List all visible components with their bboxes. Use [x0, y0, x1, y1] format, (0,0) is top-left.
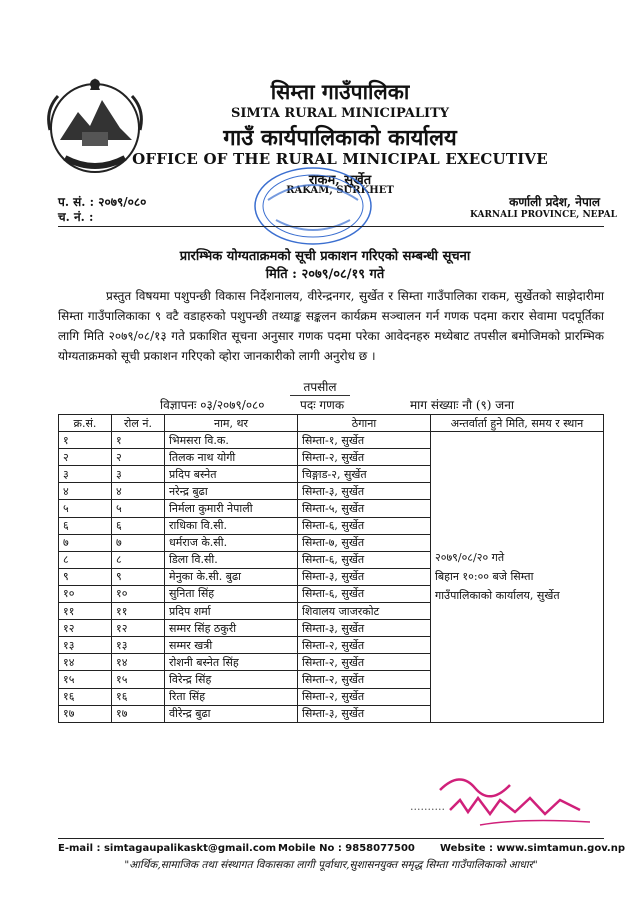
- cell-address: सिम्ता-३, सुर्खेत: [298, 483, 431, 500]
- cell-roll: ११: [112, 603, 165, 620]
- municipality-name-english: SIMTA RURAL MINICIPALITY: [230, 106, 450, 121]
- cell-address: शिवालय जाजरकोट: [298, 603, 431, 620]
- cell-name: प्रदिप शर्मा: [165, 603, 298, 620]
- province-nepali: कर्णाली प्रदेश, नेपाल: [509, 195, 600, 209]
- signature-dots: ..........: [410, 800, 445, 813]
- interview-line: २०७९/०८/२० गते: [435, 551, 505, 565]
- cell-name: भिमसरा वि.क.: [165, 432, 298, 449]
- cell-name: सुनिता सिंह: [165, 585, 298, 602]
- cell-roll: २: [112, 449, 165, 466]
- cell-sn: १०: [59, 585, 112, 602]
- interview-line: बिहान १०:०० बजे सिम्ता: [435, 570, 534, 584]
- footer-email: E-mail : simtagaupalikaskt@gmail.com: [58, 843, 277, 854]
- office-name-english: OFFICE OF THE RURAL MINICIPAL EXECUTIVE: [132, 150, 548, 168]
- cell-address: सिम्ता-६, सुर्खेत: [298, 585, 431, 602]
- cell-address: सिम्ता-३, सुर्खेत: [298, 705, 431, 722]
- cell-name: धर्मराज के.सी.: [165, 534, 298, 551]
- cell-name: राधिका वि.सी.: [165, 517, 298, 534]
- interview-line: गाउँपालिकाको कार्यालय, सुर्खेत: [435, 589, 560, 603]
- municipality-name-nepali: सिम्ता गाउँपालिका: [270, 79, 410, 104]
- cell-address: सिम्ता-२, सुर्खेत: [298, 449, 431, 466]
- cell-address: सिम्ता-३, सुर्खेत: [298, 620, 431, 637]
- cell-sn: ६: [59, 517, 112, 534]
- header-sn: क्र.सं.: [59, 415, 112, 432]
- cell-roll: ५: [112, 500, 165, 517]
- cell-name: सम्मर खत्री: [165, 637, 298, 654]
- cell-sn: १२: [59, 620, 112, 637]
- cell-roll: १६: [112, 688, 165, 705]
- table-header-row: [59, 415, 604, 432]
- header-roll: रोल नं.: [112, 415, 165, 432]
- cell-name: मेनुका के.सी. बुढा: [165, 568, 298, 585]
- vacancy-number: विज्ञापनः ०३/२०७९/०८०: [160, 398, 265, 412]
- reference-number: प. सं. : २०७९/०८०: [58, 195, 147, 209]
- cell-sn: ४: [59, 483, 112, 500]
- cell-address: सिम्ता-७, सुर्खेत: [298, 534, 431, 551]
- place-nepali: राकम, सुर्खेत: [308, 173, 372, 188]
- cell-roll: १४: [112, 654, 165, 671]
- cell-sn: १६: [59, 688, 112, 705]
- place-english: RAKAM, SURKHET: [286, 185, 394, 196]
- cell-name: सम्मर सिंह ठकुरी: [165, 620, 298, 637]
- candidate-table: [58, 414, 604, 723]
- cell-roll: १३: [112, 637, 165, 654]
- header-name: नाम, थर: [165, 415, 298, 432]
- cell-address: सिम्ता-६, सुर्खेत: [298, 551, 431, 568]
- cell-name: तिलक नाथ योगी: [165, 449, 298, 466]
- cell-name: प्रदिप बस्नेत: [165, 466, 298, 483]
- cell-name: डिला वि.सी.: [165, 551, 298, 568]
- office-stamp: [238, 160, 378, 252]
- cell-address: सिम्ता-१, सुर्खेत: [298, 432, 431, 449]
- cell-roll: १: [112, 432, 165, 449]
- header-address: ठेगाना: [298, 415, 431, 432]
- dispatch-number: च. नं. :: [58, 210, 94, 224]
- cell-address: सिम्ता-२, सुर्खेत: [298, 688, 431, 705]
- footer-website: Website : www.simtamun.gov.np: [440, 843, 625, 854]
- cell-name: रोशनी बस्नेत सिंह: [165, 654, 298, 671]
- cell-address: सिम्ता-३, सुर्खेत: [298, 568, 431, 585]
- cell-roll: ९: [112, 568, 165, 585]
- cell-sn: १: [59, 432, 112, 449]
- cell-sn: १३: [59, 637, 112, 654]
- cell-sn: ९: [59, 568, 112, 585]
- cell-roll: १५: [112, 671, 165, 688]
- footer-slogan: "आर्थिक,सामाजिक तथा संस्थागत विकासका लागी पूर्वाधार,सुशासनयुक्त समृद्ध सिम्ता गाउँपालिकाको आधार": [124, 859, 538, 871]
- header-divider: [58, 226, 604, 227]
- post-name: पदः गणक: [300, 398, 345, 412]
- cell-roll: ४: [112, 483, 165, 500]
- cell-roll: ७: [112, 534, 165, 551]
- cell-sn: ३: [59, 466, 112, 483]
- cell-address: सिम्ता-५, सुर्खेत: [298, 500, 431, 517]
- cell-sn: १४: [59, 654, 112, 671]
- cell-sn: १७: [59, 705, 112, 722]
- notice-body: प्रस्तुत विषयमा पशुपन्छी विकास निर्देशनालय, वीरेन्द्रनगर, सुर्खेत र सिम्ता गाउँपालिका राकम, सुर्खेतको साझेदारीमा सिम्ता गाउँपालिकाका ९ वटै वडाहरुको पशुपन्छी तथ्याङ्क सङ्कलन कार्यक्रम सञ्चालन गर्न गणक पदमा करार सेवामा पदपूर्तिका लागि मिति २०७९/०८/१३ गते प्रकाशित सूचना अनुसार गणक पदमा परेका आवेदनहरु मध्येबाट तपसील बमोजिमको प्रारम्भिक योग्यताक्रमको सूची प्रकाशन गरिएको व्होरा जानकारीको लागी अनुरोध छ ।: [58, 289, 604, 363]
- signature: [420, 770, 610, 835]
- cell-roll: १०: [112, 585, 165, 602]
- cell-name: रिता सिंह: [165, 688, 298, 705]
- office-name-nepali: गाउँ कार्यपालिकाको कार्यालय: [223, 125, 457, 151]
- cell-address: सिम्ता-६, सुर्खेत: [298, 517, 431, 534]
- cell-name: वीरेन्द्र बुढा: [165, 705, 298, 722]
- footer-divider: [58, 838, 604, 839]
- cell-address: सिम्ता-२, सुर्खेत: [298, 654, 431, 671]
- cell-sn: २: [59, 449, 112, 466]
- cell-address: सिम्ता-२, सुर्खेत: [298, 671, 431, 688]
- header-interview: अन्तर्वार्ता हुने मिति, समय र स्थान: [431, 415, 604, 432]
- cell-roll: १२: [112, 620, 165, 637]
- cell-name: विरेन्द्र सिंह: [165, 671, 298, 688]
- cell-roll: १७: [112, 705, 165, 722]
- demand-count: माग संख्याः नौ (९) जना: [410, 398, 514, 412]
- cell-roll: ६: [112, 517, 165, 534]
- cell-roll: ३: [112, 466, 165, 483]
- cell-sn: ८: [59, 551, 112, 568]
- table-row: [59, 432, 604, 449]
- interview-details: [431, 432, 604, 723]
- cell-address: सिम्ता-२, सुर्खेत: [298, 637, 431, 654]
- cell-sn: ११: [59, 603, 112, 620]
- cell-name: नरेन्द्र बुढा: [165, 483, 298, 500]
- cell-sn: ५: [59, 500, 112, 517]
- cell-address: चिङ्गाड-२, सुर्खेत: [298, 466, 431, 483]
- cell-sn: १५: [59, 671, 112, 688]
- province-english: KARNALI PROVINCE, NEPAL: [470, 210, 617, 220]
- details-label: तपसील: [290, 378, 350, 396]
- footer-mobile: Mobile No : 9858077500: [278, 843, 415, 854]
- cell-roll: ८: [112, 551, 165, 568]
- notice-subject: प्रारम्भिक योग्यताक्रमको सूची प्रकाशन गरिएको सम्बन्धी सूचना: [179, 249, 471, 264]
- cell-sn: ७: [59, 534, 112, 551]
- notice-date: मिति : २०७९/०८/१९ गते: [265, 267, 385, 282]
- cell-name: निर्मला कुमारी नेपाली: [165, 500, 298, 517]
